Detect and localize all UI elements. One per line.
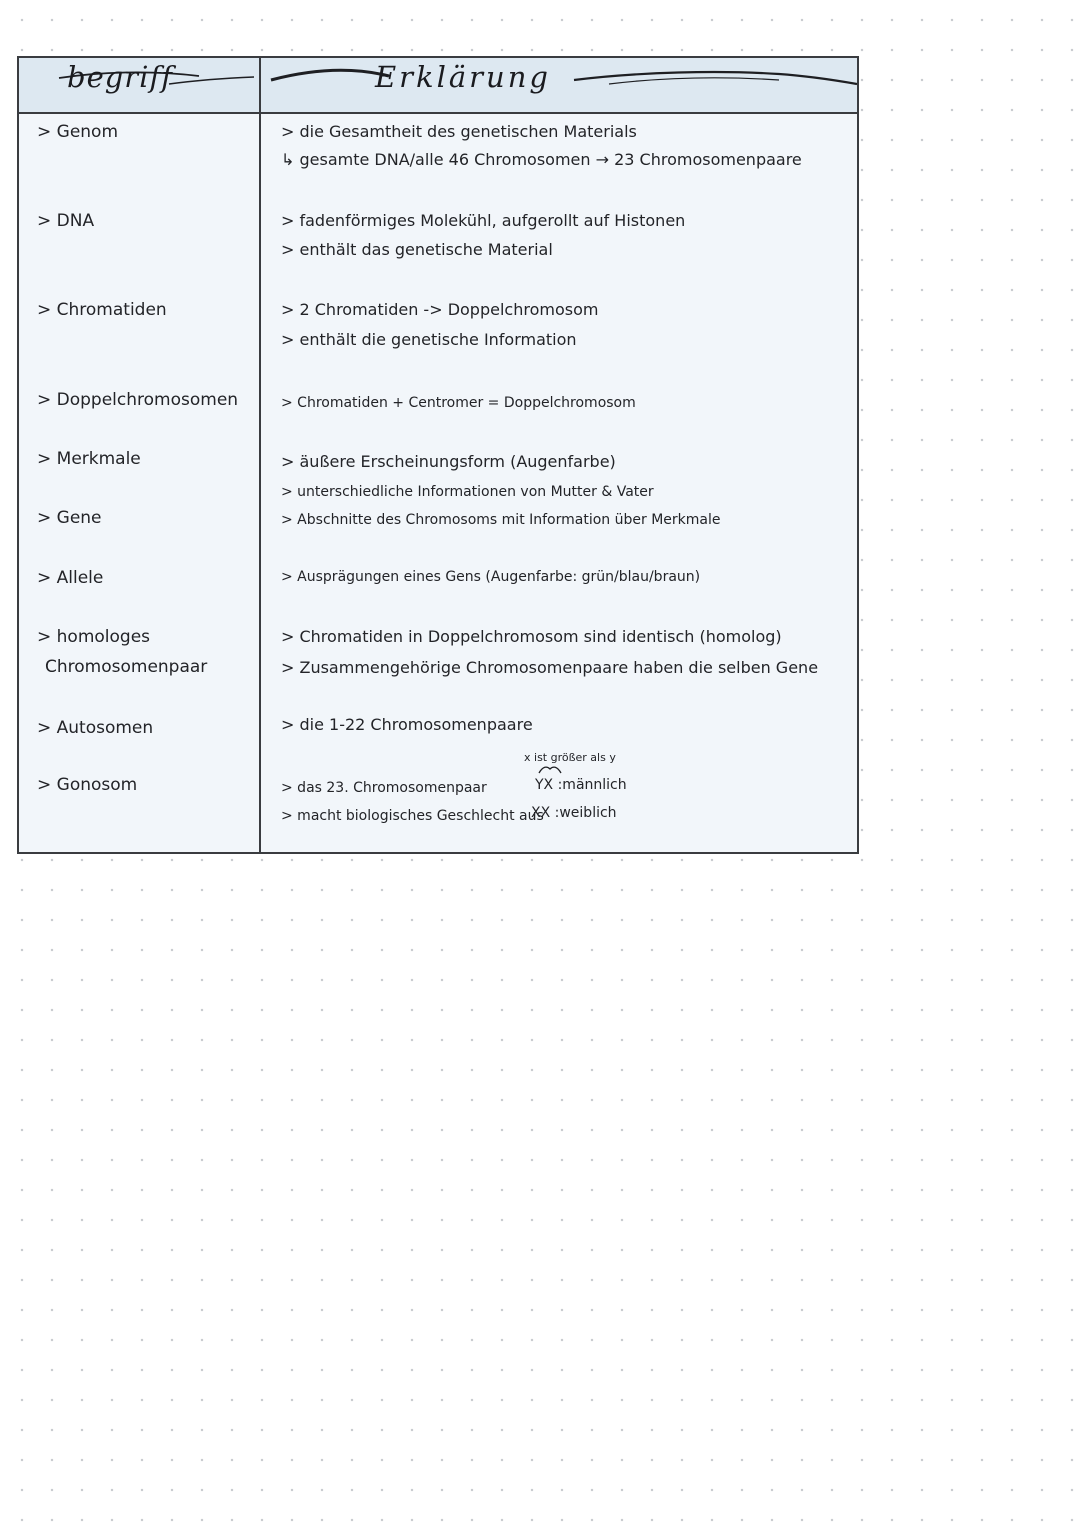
chromatiden-line-1: > 2 Chromatiden -> Doppelchromosom — [281, 300, 599, 319]
term-chromatiden: > Chromatiden — [37, 300, 167, 320]
gonosom-female: XX :weiblich — [531, 805, 617, 821]
term-doppelchromosomen: > Doppelchromosomen — [37, 390, 239, 410]
gonosom-male: YX :männlich — [535, 777, 627, 793]
gonosom-line-1: > das 23. Chromosomenpaar — [281, 780, 487, 796]
definitions-table — [17, 56, 859, 854]
term-homologes-continued: Chromosomenpaar — [45, 657, 208, 677]
autosomen-line-1: > die 1-22 Chromosomenpaare — [281, 715, 533, 734]
homologes-line-2: > Zusammengehörige Chromosomenpaare haben die selben Gene — [281, 658, 819, 677]
gene-line-1: > Abschnitte des Chromosoms mit Information über Merkmale — [281, 512, 721, 528]
term-autosomen: > Autosomen — [37, 718, 154, 738]
column-divider — [259, 58, 261, 852]
term-column-title: begriff — [67, 60, 173, 94]
term-merkmale: > Merkmale — [37, 449, 141, 469]
table-header — [19, 58, 857, 114]
homologes-line-1: > Chromatiden in Doppelchromosom sind identisch (homolog) — [281, 627, 782, 646]
gonosom-size-note: x ist größer als y — [524, 751, 616, 764]
chromatiden-line-2: > enthält die genetische Information — [281, 330, 577, 349]
gonosom-line-2: > macht biologisches Geschlecht aus — [281, 808, 544, 824]
explanation-column-title: Erklärung — [375, 60, 551, 94]
dna-line-2: > enthält das genetische Material — [281, 240, 553, 259]
term-homologes: > homologes — [37, 627, 151, 647]
term-dna: > DNA — [37, 211, 95, 231]
term-gonosom: > Gonosom — [37, 775, 138, 795]
genom-line-2: ↳ gesamte DNA/alle 46 Chromosomen → 23 Chromosomenpaare — [281, 150, 802, 169]
merkmale-line-2: > unterschiedliche Informationen von Mutter & Vater — [281, 484, 654, 500]
term-gene: > Gene — [37, 508, 102, 528]
term-allele: > Allele — [37, 568, 104, 588]
doppelchromosomen-line-1: > Chromatiden + Centromer = Doppelchromosom — [281, 395, 636, 411]
term-genom: > Genom — [37, 122, 119, 142]
brace-mark — [537, 764, 563, 774]
genom-line-1: > die Gesamtheit des genetischen Materials — [281, 122, 637, 141]
allele-line-1: > Ausprägungen eines Gens (Augenfarbe: grün/blau/braun) — [281, 569, 701, 585]
dna-line-1: > fadenförmiges Molekühl, aufgerollt auf Histonen — [281, 211, 686, 230]
merkmale-line-1: > äußere Erscheinungsform (Augenfarbe) — [281, 452, 616, 471]
